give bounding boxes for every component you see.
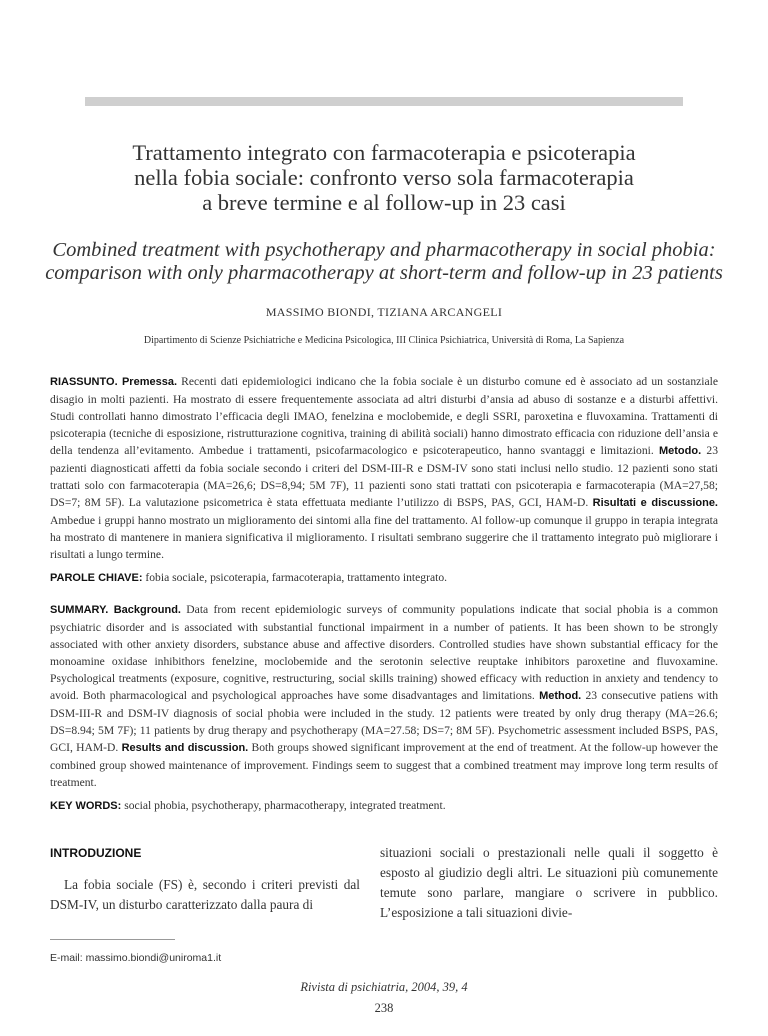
results-text: Both groups showed significant improvement at the end of treatment. At the follow-up however the combined group showed maintenance of improvement. Findings seem to suggest that a combined treatment may improve long term results of treatment. [50,741,718,789]
body-text-right: situazioni sociali o prestazionali nelle quali il soggetto è esposto al giudizio degli altri. Le situazioni più comunemente temute sono parlare, mangiare o scrivere in pubblico. L’esposizione a tali situazioni divie- [380,845,718,920]
parole-chiave [50,569,718,587]
riassunto [50,373,718,563]
key-words [50,797,718,815]
english-title [40,239,728,285]
footnote-rule [50,939,175,940]
left-column [50,843,360,923]
summary-heading: SUMMARY. Background. [50,604,181,616]
affiliation: Dipartimento di Scienze Psichiatriche e Medicina Psicologica, III Clinica Psichiatrica, Università di Roma, La Sapienza [143,335,625,346]
summary-text: Data from recent epidemiologic surveys of community populations indicate that social phobia is a common psychiatric disorder and is associated with substantial functional impairment in a number of patients. It has been shown to be strongly associated with other anxiety disorders, substance abuse and affective disorders. Controlled studies have shown substantial efficacy for the monoamine oxidase inhibithors fenelzine, moclobemide and the serotonin selective reuptake inhibitors paroxetine and fluvoxamine. Psychological treatments (exposure, cognitive, restructuring, social skills training) showed efficacy with reduction in anxiety and tendency to avoid. Both pharmacological and psychological approaches have some disadvantages and limitations. [50,603,719,702]
title-line: nella fobia sociale: confronto verso sola farmacoterapia [134,165,634,190]
method-text: 23 consecutive patiens with DSM-III-R and DSM-IV diagnosis of social phobia were included in the study. 12 patients were treated by only drug therapy (MA=26.6; DS=8.94; 5M 7F); 11 patients by drug therapy and psychotherapy (MA=27.58; DS=7; 8M 5F). Psychometric assessment included BSPS, PAS, GCI, HAM-D. [50,689,718,754]
subtitle-line: comparison with only pharmacotherapy at short-term and follow-up in 23 patients [45,262,723,284]
authors: MASSIMO BIONDI, TIZIANA ARCANGELI [265,305,503,319]
title-line: Trattamento integrato con farmacoterapia e psicoterapia [132,140,636,165]
metodo-text: 23 pazienti diagnosticati affetti da fobia sociale secondo i criteri del DSM-III-R e DSM-IV sono stati inclusi nello studio. 12 pazienti sono stati trattati solo con farmacoterapia (MA=26,6; DS=8,94; 5M 7F), 11 pazienti sono stati trattati con psicoterapia e farmacoterapia (MA=27,58; DS=7; 8M 5F). La valutazione psicometrica è stata effettuata mediante l’utilizzo di BSPS, PAS, GCI, HAM-D. [50,444,718,509]
title-line: a breve termine e al follow-up in 23 casi [202,190,566,215]
summary [50,601,718,791]
body-text-left: La fobia sociale (FS) è, secondo i criteri previsti dal DSM-IV, un disturbo caratterizzato dalla paura di [50,877,360,912]
body-columns [50,843,718,923]
key-words-label: KEY WORDS: [50,800,122,812]
journal-citation: Rivista di psichiatria, 2004, 39, 4 [300,980,468,994]
parole-chiave-label: PAROLE CHIAVE: [50,572,143,584]
section-heading: INTRODUZIONE [50,846,142,860]
risultati-text: Ambedue i gruppi hanno mostrato un miglioramento dei sintomi alla fine del trattamento. Al follow-up comunque il gruppo in terapia integrata ha mostrato di mantenere in maniera significativa il miglioramento. I risultati sembrano suggerire che il trattamento integrato può migliorare i risultati a lungo termine. [50,514,718,561]
results-heading: Results and discussion. [121,742,249,754]
page-number: 238 [374,1001,394,1015]
parole-chiave-text: fobia sociale, psicoterapia, farmacoterapia, trattamento integrato. [142,571,448,584]
key-words-text: social phobia, psychotherapy, pharmacotherapy, integrated treatment. [121,799,446,812]
riassunto-text: Recenti dati epidemiologici indicano che la fobia sociale è un disturbo comune ed è associato ad un sostanziale disagio in molti pazienti. Ha mostrato di essere frequentemente associata ad altri disturbi d’ansia ad abuso di sostanze e a disturbi affettivi. Studi controllati hanno dimostrato l’efficacia degli IMAO, fenelzina e moclobemide, e degli SSRI, paroxetina e fluvoxamina. Trattamenti di psicoterapia (tecniche di esposizione, ristrutturazione cognitiva, training di abilità sociali) hanno dimostrato efficacia con riduzione dell’ansia e della tendenza all’evitamento. Ambedue i trattamenti, psicofarmacologico e psicoterapeutico, hanno svantaggi e limitazioni. [50,375,718,457]
article-title [50,140,718,215]
risultati-heading: Risultati e discussione. [592,497,718,509]
subtitle-line: Combined treatment with psychotherapy and pharmacotherapy in social phobia: [52,239,716,261]
email: E-mail: massimo.biondi@uniroma1.it [50,952,222,964]
riassunto-heading: RIASSUNTO. Premessa. [50,376,177,388]
header-bar [85,97,683,106]
method-heading: Method. [539,690,582,702]
metodo-heading: Metodo. [658,445,702,457]
